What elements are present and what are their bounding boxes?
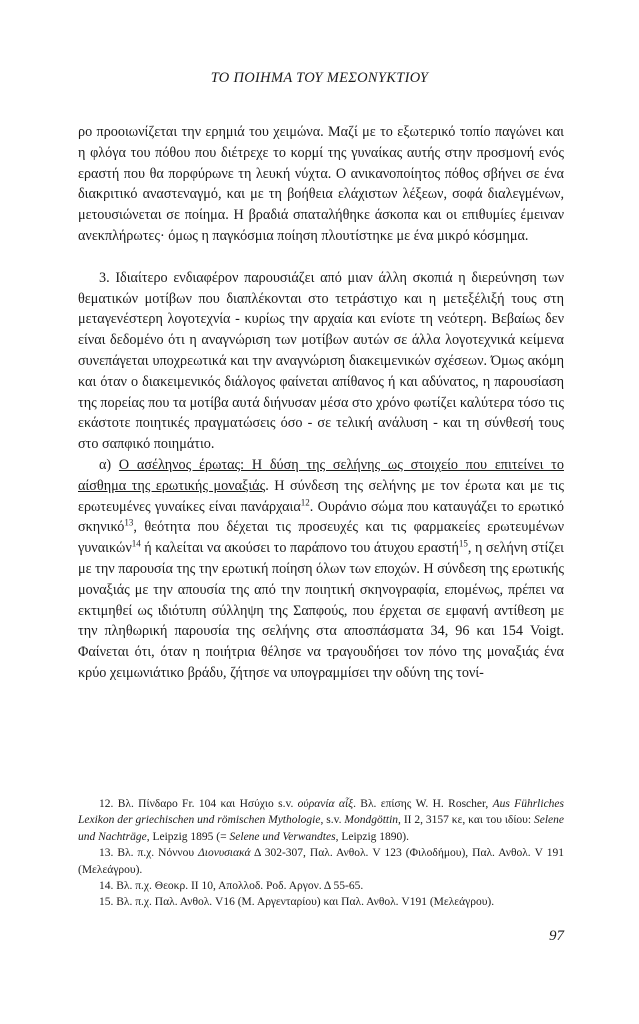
paragraph-3-lead: α) xyxy=(99,456,119,473)
paragraph-2: 3. Ιδιαίτερο ενδιαφέρον παρουσιάζει από μιαν άλλη σκοπιά η διερεύνηση των θεματικών μοτίβων που διαπλέκονται στο τετράστιχο και η μετεξέλιξή τους στη μεταγενέστερη λογοτεχνία - κυρίως την αρχαία και ενίοτε τη νεότερη. Βεβαίως δεν είναι δεδομένο ότι η αναγνώριση των μοτίβων αυτών σε άλλα λογοτεχνικά κείμενα συνεπάγεται υποχρεωτικά και την αναγνώριση διακειμενικών σχέσεων. Όμως ακόμη και όταν ο διακειμενικός διάλογος φαίνεται απίθανος ή και αδύνατος, η παρουσίαση της πορείας που τα μοτίβα αυτά διήνυσαν μέσα στο χρόνο φωτίζει καλύτερα τόσο τις εκάστοτε ποιητικές πραγματώσεις όσο - σε τελική ανάλυση - και τη σύνθεσή τους στο σαπφικό ποιημάτιο. xyxy=(78,269,564,453)
paragraph-3-text-a: . Η σύνδεση της σελήνης με τον έρωτα και με τις ερωτευμένες γυναίκες είναι πανάρχαια xyxy=(78,477,565,515)
footnote-14: 14. Βλ. π.χ. Θεοκρ. ΙΙ 10, Απολλοδ. Ροδ. Αργον. Δ 55-65. xyxy=(99,880,364,893)
page-number: 97 xyxy=(549,928,564,944)
footnote-12-text: 12. Βλ. Πίνδαρο Fr. 104 και Ησύχιο s.v. xyxy=(99,798,298,810)
paragraph-1: ρο προοιωνίζεται την ερημιά του χειμώνα. Μαζί με το εξωτερικό τοπίο παγώνει και η φλόγα του πόθου που διέτρεχε το κορμί της γυναίκας αυτής στην προσμονή ενός εραστή που θα πορφύρωνε τη λευκή νύχτα. Ο ανικανοποίητος πόθος σβήνει σε ένα διακριτικό αναστεναγμό, και με τη βοήθεια ελάχιστων λέξεων, σοφά διαλεγμένων, μετουσιώνεται σε ποίημα. Η βραδιά σπαταλήθηκε άσκοπα και οι επιθυμίες έμειναν ανεκπλήρωτες· όμως η παγκόσμια ποίηση πλουτίστηκε με ένα μικρό κόσμημα. xyxy=(78,124,564,244)
footnotes xyxy=(78,796,564,911)
paragraph-3-text-e: , η σελήνη στίζει με την παρουσία της την ερωτική ποίηση όλων των εποχών. Η σύνδεση της ερωτικής μοναξιάς με την απουσία της από την ποιητική σκηνογραφία, επομένως, πρέπει να εκτιμηθεί ως ιδιότυπη σύλληψη της Σαπφούς, που έρχεται σε εμφανή αντίθεση με την πληθωρική παρουσία της σελήνης στα αποσπάσματα 34, 96 και 154 Voigt. Φαίνεται ότι, όταν η ποιήτρια θέλησε να τραγουδήσει τον πόνο της μοναξιάς ένα κρύο χειμωνιάτικο βράδυ, ζήτησε να υπογραμμίσει την οδύνη της τονί- xyxy=(78,540,564,681)
paragraph-3-text-d: ή καλείται να ακούσει το παράπονο του άτυχου εραστή xyxy=(140,540,459,557)
footnote-ref-12[interactable]: 12 xyxy=(300,496,310,507)
paragraph-3-text-b: . Ουράνιο σώμα που καταυγάζει το ερωτικό σκηνικό xyxy=(78,498,564,536)
footnote-12-greek-term: οὐρανία αἶξ xyxy=(297,798,354,810)
section-heading-underlined: Ο ασέληνος έρωτας: Η δύση της σελήνης ως στοιχείο που επιτείνει το αίσθημα της ερωτικής μοναξιάς xyxy=(78,456,564,494)
footnote-ref-13[interactable]: 13 xyxy=(124,517,134,528)
footnote-12-text: , Leipzig 1895 (= xyxy=(146,830,230,843)
footnote-15: 15. Βλ. π.χ. Παλ. Ανθολ. V16 (Μ. Αργενταρίου) και Παλ. Ανθολ. V191 (Μελεάγρου). xyxy=(99,896,495,909)
footnote-12-text: . Βλ. επίσης W. H. Roscher, xyxy=(353,798,493,810)
footnote-13-text: 13. Βλ. π.χ. Νόννου xyxy=(99,847,199,860)
paragraph-3 xyxy=(78,455,564,684)
footnote-12-text: , s.v. xyxy=(320,814,345,827)
footnote-13 xyxy=(78,845,564,878)
footnote-12-text: , II 2, 3157 κε, και του ιδίου: xyxy=(398,814,534,827)
footnote-ref-15[interactable]: 15 xyxy=(458,538,468,549)
footnote-13-text: Δ 302-307, Παλ. Ανθολ. V 123 (Φιλοδήμου), Παλ. Ανθολ. V 191 (Μελεάγρου). xyxy=(78,847,564,876)
main-text xyxy=(78,122,564,684)
footnote-ref-14[interactable]: 14 xyxy=(131,538,141,549)
paragraph-3-text-c: , θεότητα που δέχεται τις προσευχές και τις φαρμακείες ερωτευμένων γυναικών xyxy=(78,519,564,557)
footnote-12-book-title: Aus Führliches Lexikon der griechischen und römischen Mythologie xyxy=(78,798,565,827)
running-header: ΤΟ ΠΟΙΗΜΑ ΤΟΥ ΜΕΣΟΝΥΚΤΙΟΥ xyxy=(210,70,429,86)
footnote-12-book-title: Selene und Verwandtes xyxy=(229,830,336,843)
footnote-12-book-title: Selene und Nachträge xyxy=(78,814,564,843)
footnote-13-work-title: Διονυσιακά xyxy=(198,847,251,860)
footnote-12-entry: Mondgöttin xyxy=(344,814,399,827)
footnote-12-text: , Leipzig 1890). xyxy=(335,830,410,843)
footnote-12 xyxy=(78,796,564,845)
